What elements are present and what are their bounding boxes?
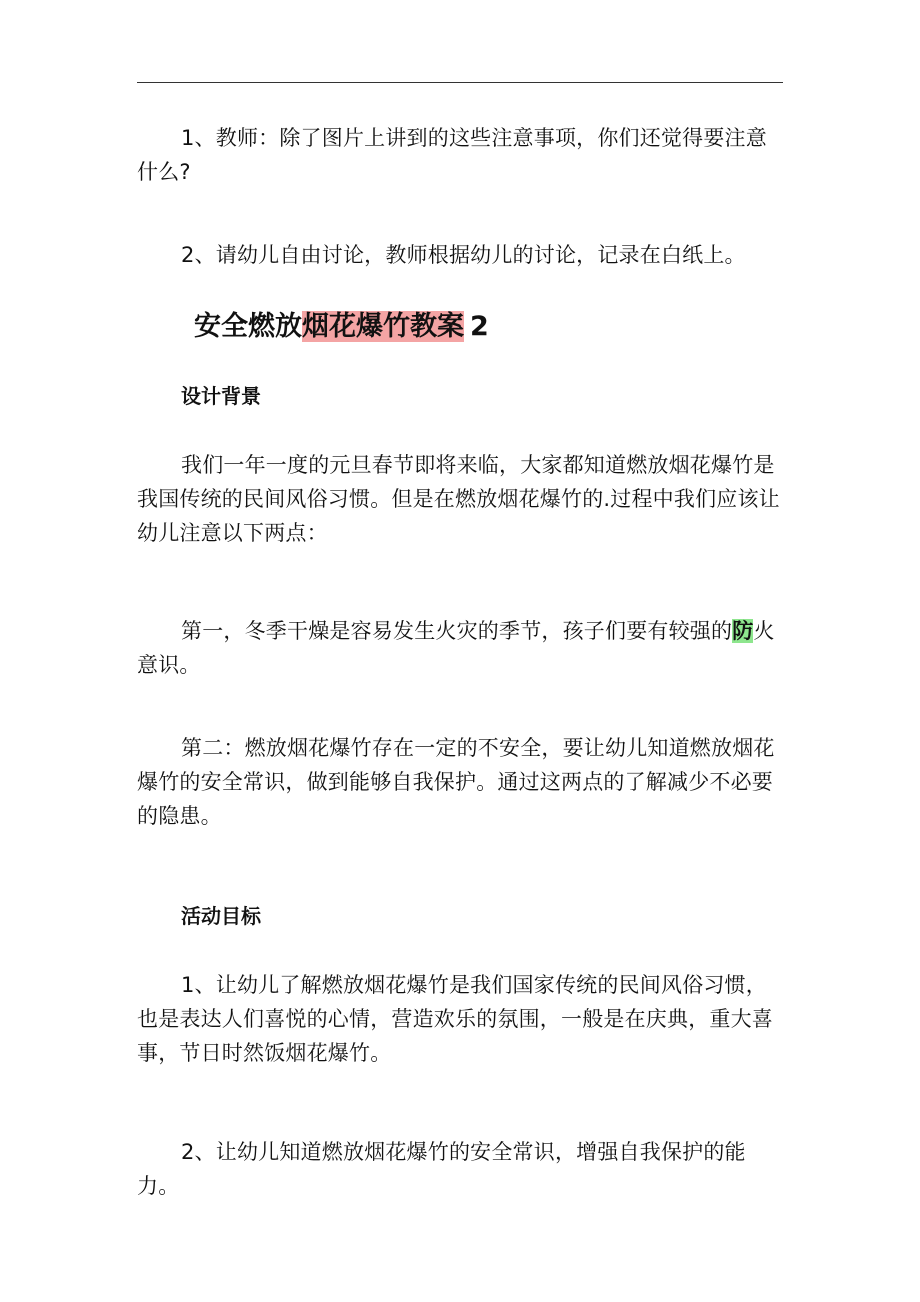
design-intro: 我们一年一度的元旦春节即将来临，大家都知道燃放烟花爆竹是我国传统的民间风俗习惯。但是在燃放烟花爆竹的.过程中我们应该让幼儿注意以下两点： (137, 453, 780, 545)
heading-highlighted: 烟花爆竹教案 (302, 311, 464, 342)
design-background-title: 设计背景 (181, 384, 261, 408)
point-one-highlight: 防 (732, 619, 754, 643)
design-point-one (137, 614, 783, 682)
goal-two: 2、让幼儿知道燃放烟花爆竹的安全常识，增强自我保护的能力。 (137, 1140, 746, 1198)
step-question: 1、教师：除了图片上讲到的这些注意事项，你们还觉得要注意什么? (137, 126, 767, 184)
heading-suffix: 2 (470, 311, 489, 342)
point-one-after: 火意识。 (137, 619, 775, 677)
goal-one: 1、让幼儿了解燃放烟花爆竹是我们国家传统的民间风俗习惯，也是表达人们喜悦的心情，营造欢乐的氛围，一般是在庆典，重大喜事，节日时然饭烟花爆竹。 (137, 973, 773, 1065)
header-rule (137, 82, 783, 83)
point-one-before: 第一，冬季干燥是容易发生火灾的季节，孩子们要有较强的 (181, 619, 733, 643)
step-discussion: 2、请幼儿自由讨论，教师根据幼儿的讨论，记录在白纸上。 (181, 243, 746, 267)
lesson-heading (194, 306, 489, 348)
design-point-two: 第二：燃放烟花爆竹存在一定的不安全，要让幼儿知道燃放烟花爆竹的安全常识，做到能够自我保护。通过这两点的了解减少不必要的隐患。 (137, 736, 775, 828)
activity-goals-title: 活动目标 (181, 904, 261, 928)
heading-plain: 安全燃放 (194, 311, 302, 342)
